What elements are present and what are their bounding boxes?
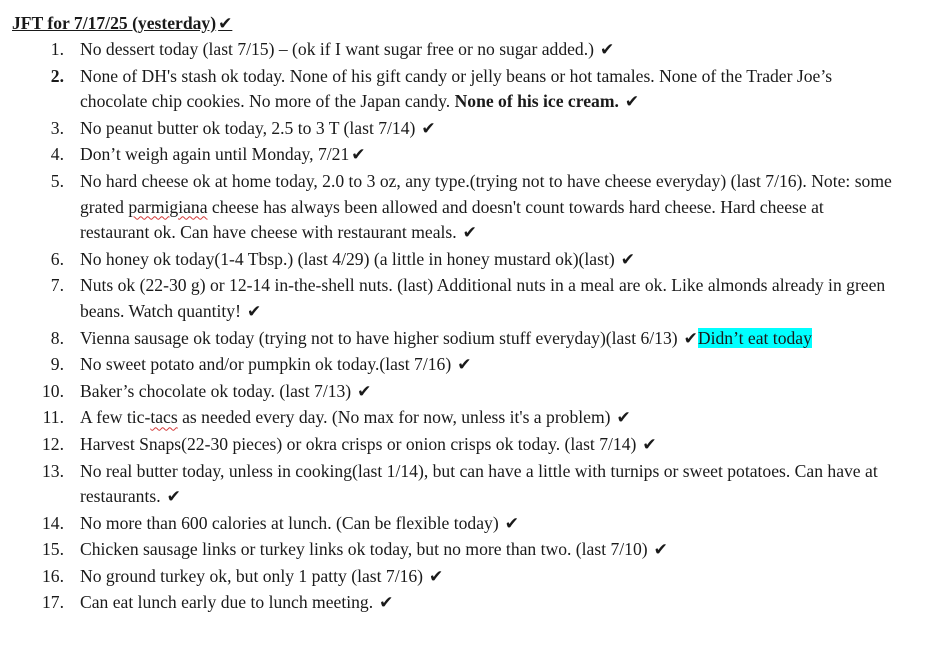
item-text-continued: as needed every day. (No max for now, unless it's a problem) [182, 407, 611, 428]
item-number: 1. [50, 39, 64, 59]
item-number: 9. [50, 354, 64, 375]
item-text: Vienna sausage ok today (trying not to have higher sodium stuff everyday)(last 6/13) [80, 327, 678, 348]
item-text: No real butter today, unless in cooking(last 1/14), but can have a little with turnips or sweet potatoes. Can have at restaurants. [80, 460, 878, 507]
item-text: Can eat lunch early due to lunch meeting. [80, 592, 374, 613]
item-number: 11. [42, 407, 64, 428]
item-text: Harvest Snaps(22-30 pieces) or okra crisps or onion crisps ok today. (last 7/14) [80, 433, 637, 454]
list-item [12, 142, 895, 169]
title-text: JFT for 7/17/25 (yesterday) [12, 13, 217, 33]
item-text: Nuts ok (22-30 g) or 12-14 in-the-shell nuts. (last) Additional nuts in a meal are ok. Like almonds already in green beans. Watch quantity! [80, 275, 886, 321]
item-number: 12. [42, 433, 64, 454]
spellcheck-word: tacs [150, 407, 178, 428]
list-item [12, 352, 895, 379]
checkmark-icon: ✔ [246, 301, 262, 322]
checkmark-icon: ✔ [504, 513, 519, 534]
item-number: 4. [50, 144, 64, 165]
item-number: 13. [42, 460, 64, 481]
checkmark-icon: ✔ [218, 14, 233, 34]
list-item [12, 273, 895, 325]
item-number: 8. [50, 327, 64, 348]
checkmark-icon: ✔ [457, 355, 472, 376]
spellcheck-word: parmigiana [128, 196, 208, 217]
document-title [12, 10, 912, 37]
item-text: None of DH's stash ok today. None of his gift candy or jelly beans or hot tamales. None of the Trader Joe’s chocolate chip cookies. No more of the Japan candy. [80, 65, 833, 112]
list-item [12, 116, 895, 143]
list-item [12, 564, 895, 591]
checkmark-icon: ✔ [379, 593, 394, 614]
checkmark-icon: ✔ [653, 540, 668, 561]
checkmark-icon: ✔ [421, 118, 436, 139]
item-number: 17. [42, 592, 64, 613]
checkmark-icon: ✔ [166, 487, 181, 508]
item-number: 3. [50, 117, 64, 138]
item-text: No more than 600 calories at lunch. (Can be flexible today) [80, 512, 499, 533]
list-item [12, 432, 895, 459]
list-item [12, 326, 895, 353]
list-item [12, 64, 895, 116]
checkmark-icon: ✔ [616, 408, 631, 429]
rules-list [12, 37, 912, 617]
item-number: 10. [42, 380, 64, 401]
item-number: 15. [42, 539, 64, 560]
checkmark-icon: ✔ [620, 249, 635, 270]
list-item [12, 459, 895, 511]
item-text: No sweet potato and/or pumpkin ok today.(last 7/16) [80, 354, 452, 375]
highlighted-note: Didn’t eat today [697, 327, 812, 348]
item-text: Baker’s chocolate ok today. (last 7/13) [80, 380, 352, 401]
checkmark-icon: ✔ [599, 40, 615, 60]
checkmark-icon: ✔ [624, 92, 640, 113]
item-text: Don’t weigh again until Monday, 7/21 [80, 144, 350, 165]
item-number: 7. [50, 275, 64, 296]
item-number: 6. [50, 248, 64, 269]
list-item [12, 379, 895, 406]
item-text: No hard cheese ok at home today, 2.0 to 3 oz, any type.(trying not to have cheese everyday) (last 7/16). Note: some grated [80, 170, 892, 217]
list-item [12, 405, 895, 432]
list-item [12, 247, 895, 274]
item-text: Chicken sausage links or turkey links ok today, but no more than two. (last 7/10) [80, 539, 648, 560]
item-text: No peanut butter ok today, 2.5 to 3 T (last 7/14) [80, 117, 416, 138]
list-item [12, 37, 895, 64]
list-item [12, 169, 895, 247]
item-text: No honey ok today(1-4 Tbsp.) (last 4/29) (a little in honey mustard ok)(last) [80, 248, 615, 269]
document-page [12, 10, 912, 617]
checkmark-icon: ✔ [462, 223, 477, 244]
list-item [12, 590, 895, 617]
list-item [12, 537, 895, 564]
item-number: 16. [42, 565, 64, 586]
item-text-continued: cheese has always been allowed and doesn't count towards hard cheese. Hard cheese at restaurant ok. Can have cheese with restaurant meals. [80, 196, 824, 243]
checkmark-icon: ✔ [642, 434, 657, 455]
item-number: 2. [50, 65, 64, 86]
checkmark-icon: ✔ [351, 145, 366, 166]
item-text: No dessert today (last 7/15) – (ok if I want sugar free or no sugar added.) [80, 39, 594, 59]
list-item [12, 511, 895, 538]
item-text: A few tic- [80, 407, 151, 428]
item-bold-text: None of his ice cream. [454, 91, 619, 112]
checkmark-icon: ✔ [429, 566, 444, 587]
checkmark-icon: ✔ [357, 381, 372, 402]
item-number: 5. [50, 170, 64, 191]
item-text: No ground turkey ok, but only 1 patty (last 7/16) [80, 565, 424, 586]
item-number: 14. [42, 512, 64, 533]
checkmark-icon: ✔ [683, 328, 698, 349]
